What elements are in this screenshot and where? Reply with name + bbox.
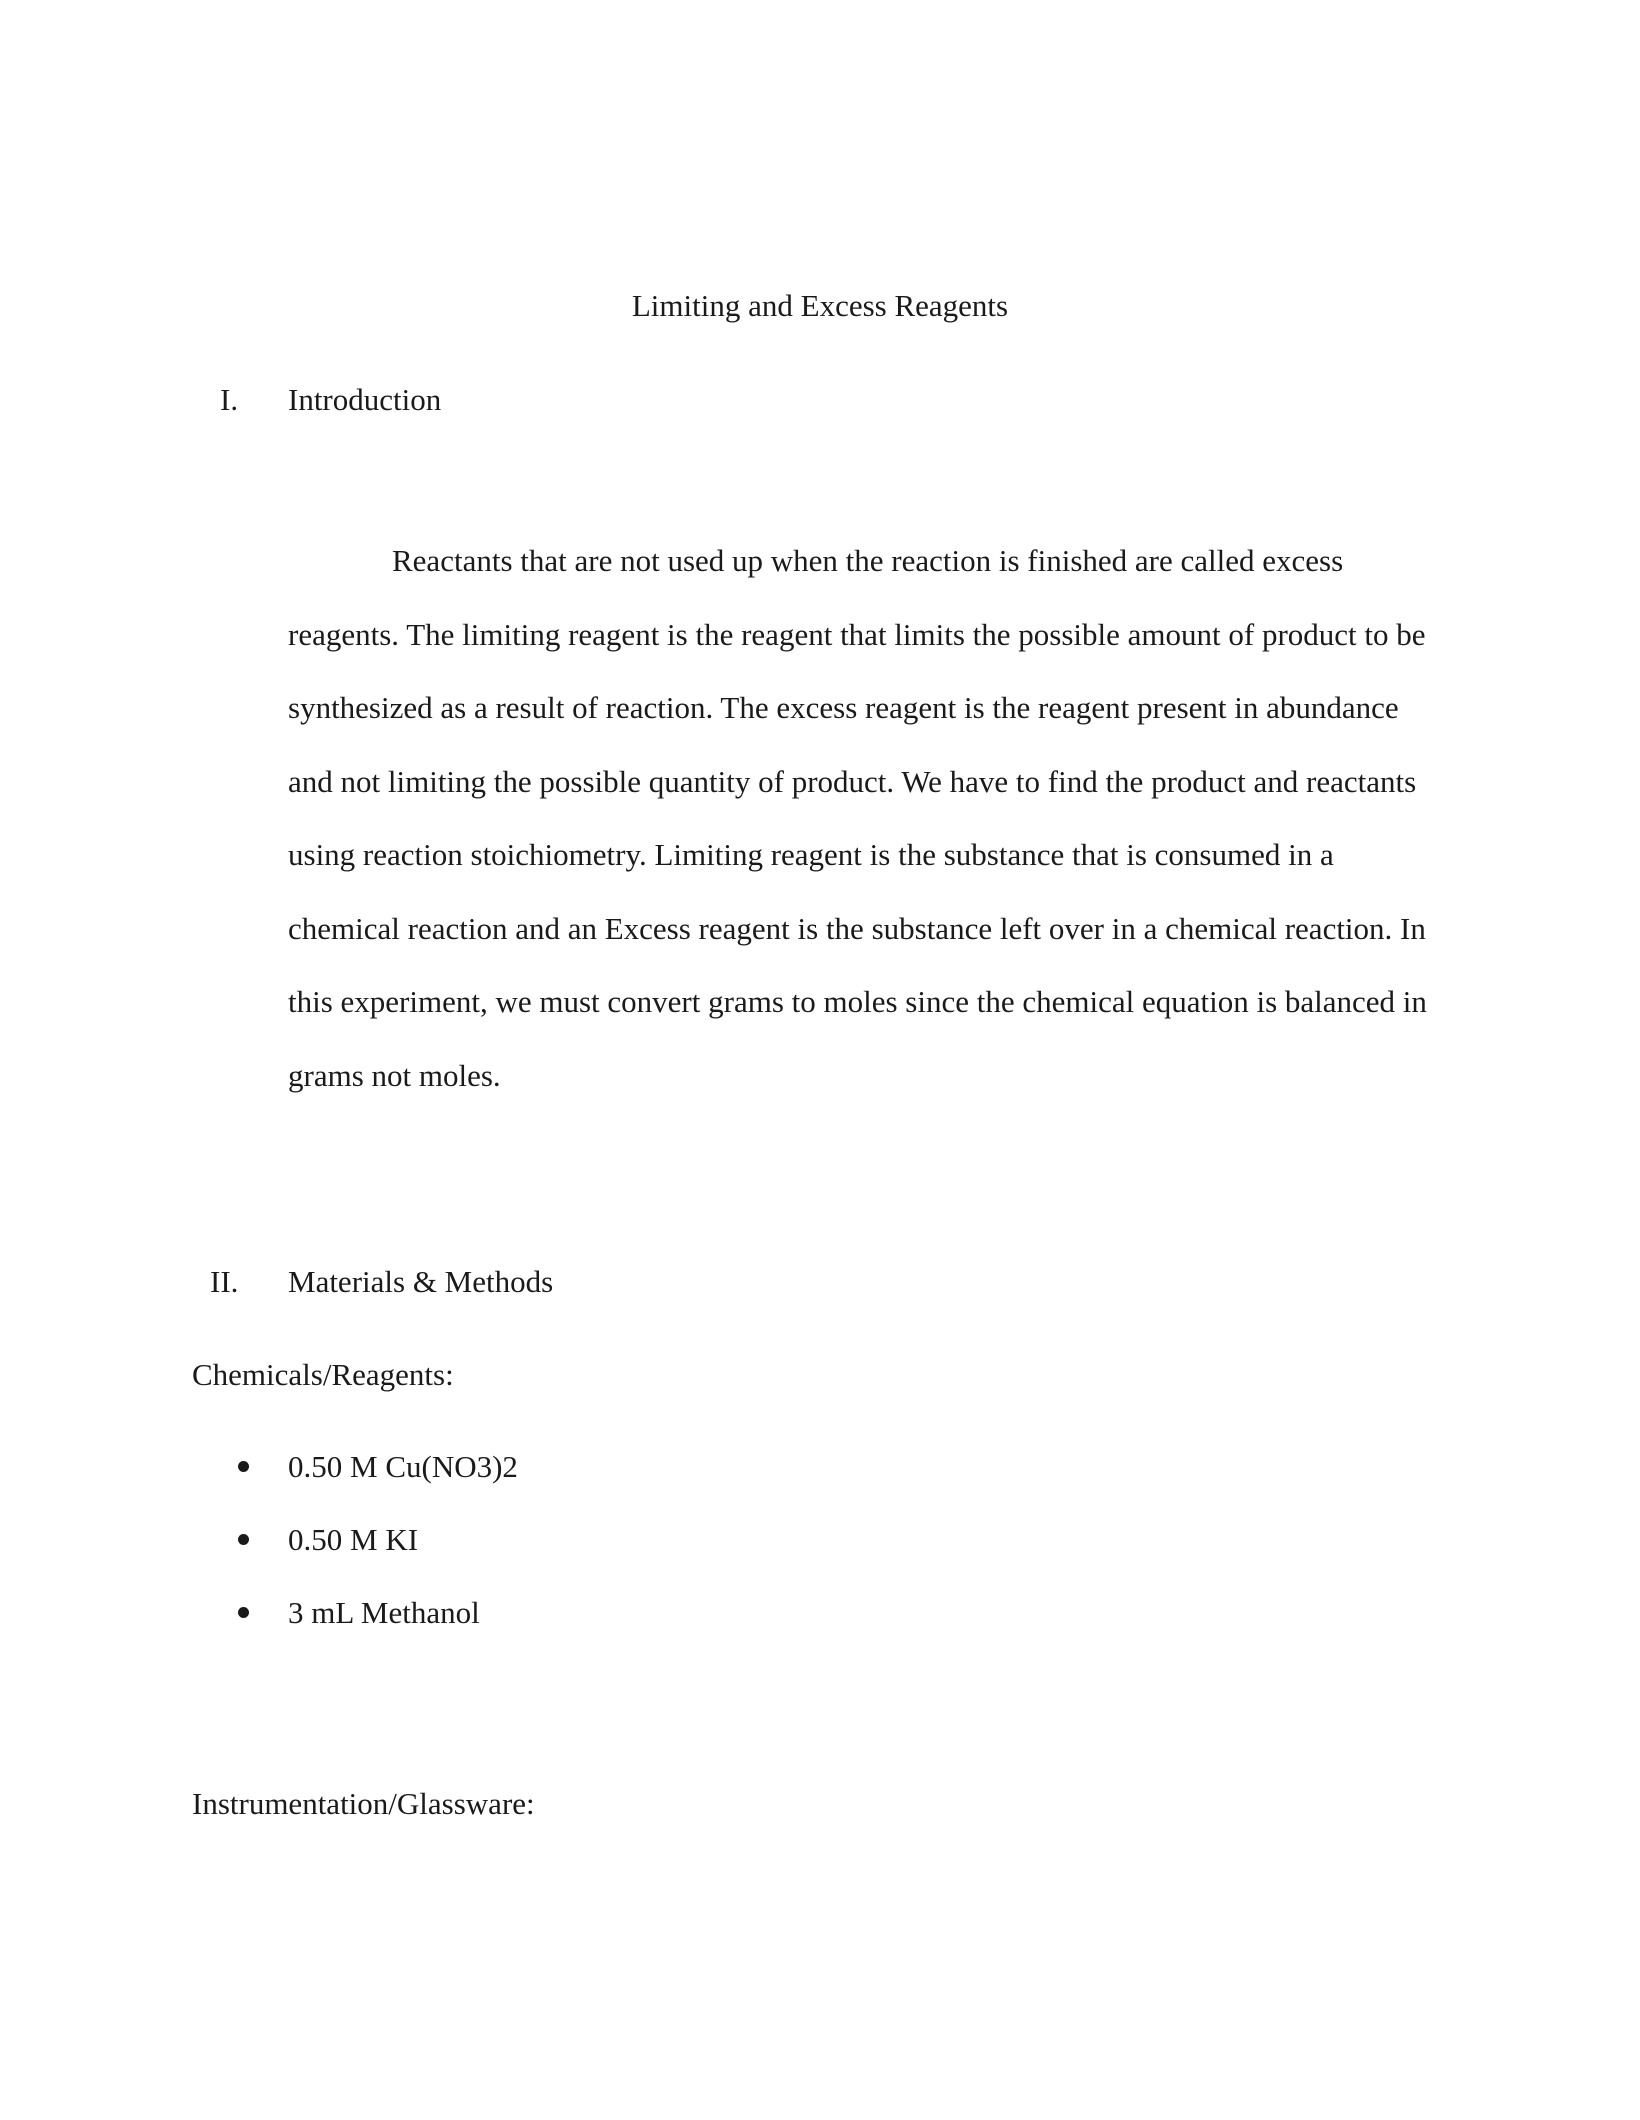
- introduction-paragraph: Reactants that are not used up when the reaction is finished are called excess reagents. The limiting reagent is the reagent that limits the possible amount of product to be synthesized as a result of reaction. The excess reagent is the reagent present in abundance and not limiting the possible quantity of product. We have to find the product and reactants using reaction stoichiometry. Limiting reagent is the substance that is consumed in a chemical reaction and an Excess reagent is the substance left over in a chemical reaction. In this experiment, we must convert grams to moles since the chemical equation is balanced in grams not moles.: [288, 543, 1427, 1093]
- list-item: [0, 1520, 1640, 1593]
- list-item-text: 0.50 M KI: [288, 1522, 419, 1557]
- section-heading-materials-methods: [0, 1262, 1640, 1302]
- bullet-icon: [238, 1534, 249, 1545]
- document-title: Limiting and Excess Reagents: [631, 288, 1009, 323]
- chemicals-reagents-heading: Chemicals/Reagents:: [192, 1357, 454, 1392]
- list-item-text: 3 mL Methanol: [288, 1595, 480, 1630]
- section-title: Introduction: [288, 382, 442, 417]
- section-number: II.: [210, 1264, 239, 1299]
- bullet-icon: [238, 1461, 249, 1472]
- section-heading-introduction: [0, 380, 1640, 420]
- section-number: I.: [220, 382, 239, 417]
- section-title: Materials & Methods: [288, 1264, 554, 1299]
- list-item: [0, 1447, 1640, 1520]
- list-item: [0, 1593, 1640, 1666]
- list-item-text: 0.50 M Cu(NO3)2: [288, 1449, 518, 1484]
- bullet-icon: [238, 1607, 249, 1618]
- instrumentation-glassware-heading: Instrumentation/Glassware:: [192, 1786, 535, 1821]
- chemicals-list: [0, 1447, 1640, 1666]
